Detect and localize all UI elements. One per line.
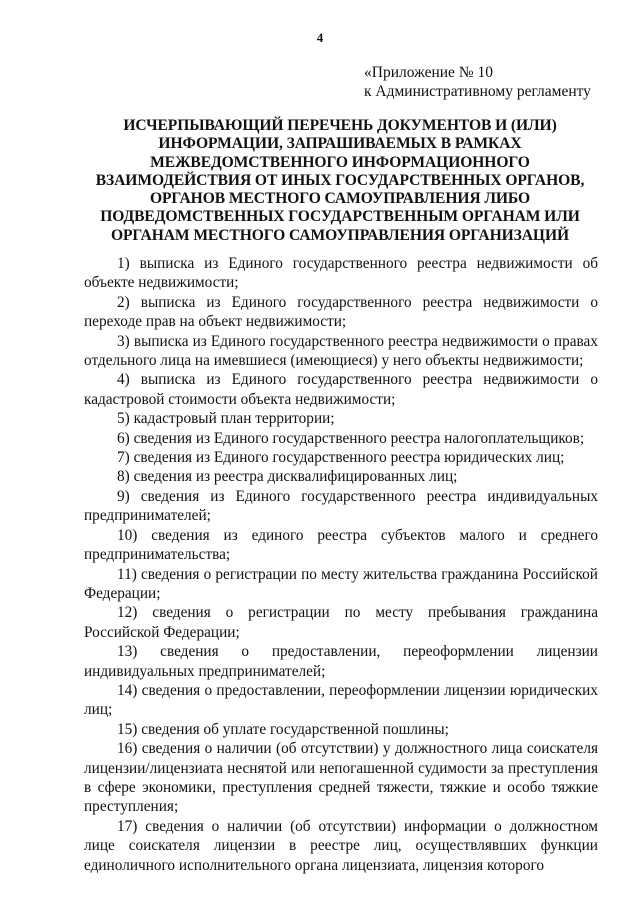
list-item: 12) сведения о регистрации по месту пребывания гражданина Российской Федерации; — [84, 604, 598, 641]
appendix-reference — [364, 63, 591, 101]
list-item: 4) выписка из Единого государственного реестра недвижимости о кадастровой стоимости объекта недвижимости; — [84, 371, 598, 408]
list-item: 2) выписка из Единого государственного реестра недвижимости о переходе прав на объект недвижимости; — [84, 293, 598, 331]
document-list — [84, 254, 598, 875]
list-item: 1) выписка из Единого государственного реестра недвижимости об объекте недвижимости; — [84, 255, 598, 292]
appendix-line-1: «Приложение № 10 — [364, 64, 493, 81]
document-heading: ИСЧЕРПЫВАЮЩИЙ ПЕРЕЧЕНЬ ДОКУМЕНТОВ И (ИЛИ) ИНФОРМАЦИИ, ЗАПРАШИВАЕМЫХ В РАМКАХ МЕЖВЕДОМСТВЕННОГО ИНФОРМАЦИОННОГО ВЗАИМОДЕЙСТВИЯ ОТ ИНЫХ ГОСУДАРСТВЕННЫХ ОРГАНОВ, ОРГАНОВ МЕСТНОГО САМОУПРАВЛЕНИЯ ЛИБО ПОДВЕДОМСТВЕННЫХ ГОСУДАРСТВЕННЫМ ОРГАНАМ ИЛИ ОРГАНАМ МЕСТНОГО САМОУПРАВЛЕНИЯ ОРГАНИЗАЦИЙ — [95, 117, 585, 244]
list-item: 9) сведения из Единого государственного реестра индивидуальных предпринимателей; — [84, 487, 598, 525]
list-item: 10) сведения из единого реестра субъектов малого и среднего предпринимательства; — [84, 526, 598, 564]
list-item: 15) сведения об уплате государственной пошлины; — [117, 720, 449, 738]
list-item: 11) сведения о регистрации по месту жительства гражданина Российской Федерации; — [84, 565, 598, 602]
appendix-line-2: к Административному регламенту — [364, 83, 591, 100]
list-item: 6) сведения из Единого государственного реестра налогоплательщиков; — [117, 429, 585, 447]
page-number: 4 — [316, 30, 324, 45]
list-item: 8) сведения из реестра дисквалифицированных лиц; — [117, 468, 458, 486]
list-item: 13) сведения о предоставлении, переоформлении лицензии индивидуальных предпринимателей; — [84, 643, 598, 680]
list-item: 17) сведения о наличии (об отсутствии) информации о должностном лице соискателя лицензии в реестре лиц, осуществлявших функции единоличного исполнительного органа лицензиата, лицензия которого — [84, 817, 598, 874]
list-item: 5) кадастровый план территории; — [117, 410, 335, 428]
list-item: 14) сведения о предоставлении, переоформлении лицензии юридических лиц; — [84, 681, 598, 719]
list-item: 3) выписка из Единого государственного реестра недвижимости о правах отдельного лица на имевшиеся (имеющиеся) у него объекты недвижимости; — [84, 332, 598, 370]
list-item: 16) сведения о наличии (об отсутствии) у должностного лица соискателя лицензии/лицензиата неснятой или непогашенной судимости за преступления в сфере экономики, преступления средней тяжести, тяжкие и особо тяжкие преступления; — [84, 740, 598, 816]
list-item: 7) сведения из Единого государственного реестра юридических лиц; — [117, 449, 565, 467]
